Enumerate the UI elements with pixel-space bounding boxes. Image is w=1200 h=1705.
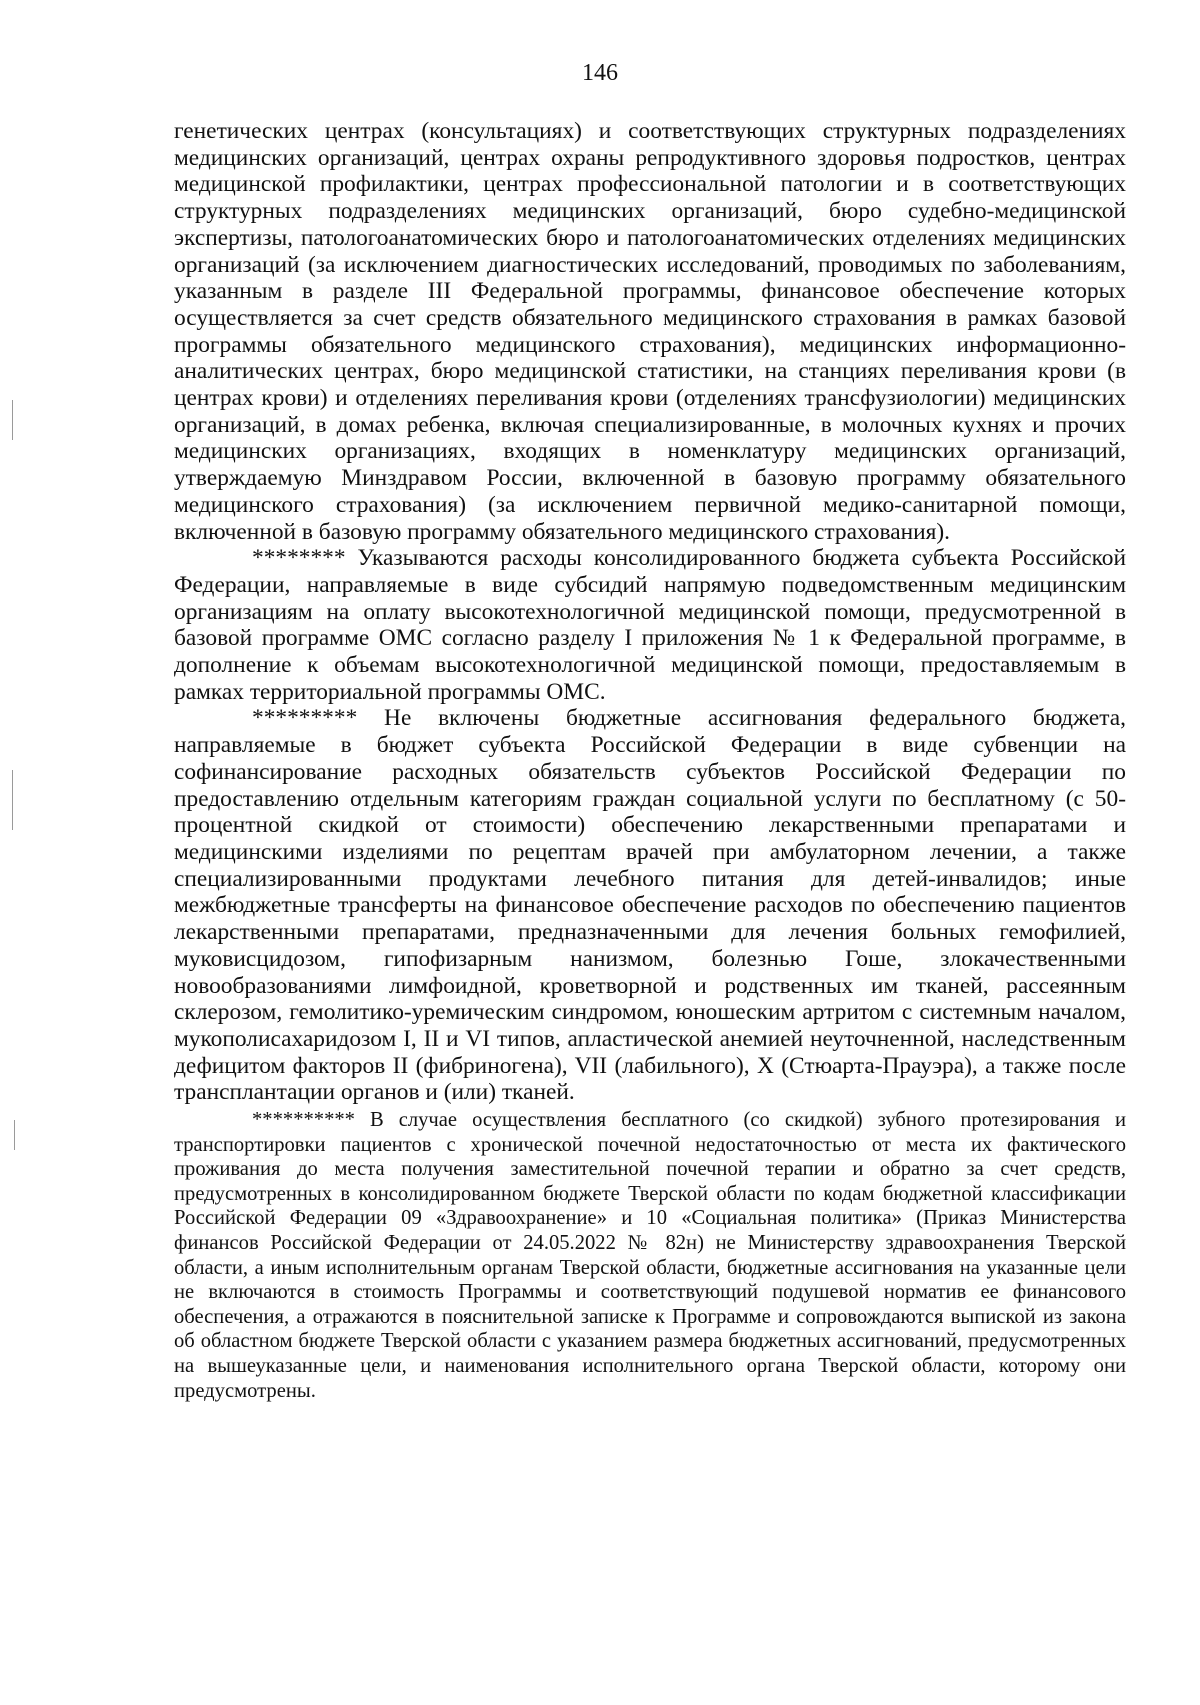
footnote-9-paragraph: ********* Не включены бюджетные ассигнования федерального бюджета, направляемые в бюджет субъекта Российской Федерации в виде субвенции на софинансирование расходных обязательств субъектов Российской Федерации по предоставлению отдельным категориям граждан социальной услуги по бесплатному (с 50-процентной скидкой от стоимости) обеспечению лекарственными препаратами и медицинскими изделиями по рецептам врачей при амбулаторном лечении, а также специализированными продуктами лечебного питания для детей-инвалидов; иные межбюджетные трансферты на финансовое обеспечение расходов по обеспечению пациентов лекарственными препаратами, предназначенными для лечения больных гемофилией, муковисцидозом, гипофизарным нанизмом, болезнью Гоше, злокачественными новообразованиями лимфоидной, кроветворной и родственных им тканей, рассеянным склерозом, гемолитико-уремическим синдромом, юношеским артритом с системным началом, мукополисахаридозом I, II и VI типов, апластической анемией неуточненной, наследственным дефицитом факторов II (фибриногена), VII (лабильного), X (Стюарта-Прауэра), а также после трансплантации органов и (или) тканей.	[174, 705, 1126, 1106]
scan-artifact	[12, 770, 13, 830]
document-body	[174, 118, 1126, 1403]
paragraph-continuation: генетических центрах (консультациях) и соответствующих структурных подразделениях медицинских организаций, центрах охраны репродуктивного здоровья подростков, центрах медицинской профилактики, центрах профессиональной патологии и в соответствующих структурных подразделениях медицинских организаций, бюро судебно-медицинской экспертизы, патологоанатомических бюро и патологоанатомических отделениях медицинских организаций (за исключением диагностических исследований, проводимых по заболеваниям, указанным в разделе III Федеральной программы, финансовое обеспечение которых осуществляется за счет средств обязательного медицинского страхования в рамках базовой программы обязательного медицинского страхования), медицинских информационно-аналитических центрах, бюро медицинской статистики, на станциях переливания крови (в центрах крови) и отделениях переливания крови (отделениях трансфузиологии) медицинских организаций, в домах ребенка, включая специализированные, в молочных кухнях и прочих медицинских организациях, входящих в номенклатуру медицинских организаций, утверждаемую Минздравом России, включенной в базовую программу обязательного медицинского страхования) (за исключением первичной медико-санитарной помощи, включенной в базовую программу обязательного медицинского страхования).	[174, 118, 1126, 545]
scan-artifact	[12, 400, 13, 440]
footnote-8-paragraph: ******** Указываются расходы консолидированного бюджета субъекта Российской Федерации, направляемые в виде субсидий напрямую подведомственным медицинским организациям на оплату высокотехнологичной медицинской помощи, предусмотренной в базовой программе ОМС согласно разделу I приложения № 1 к Федеральной программе, в дополнение к объемам высокотехнологичной медицинской помощи, предоставляемым в рамках территориальной программы ОМС.	[174, 545, 1126, 705]
scan-artifact	[14, 1120, 15, 1150]
footnote-10-paragraph: ********** В случае осуществления бесплатного (со скидкой) зубного протезирования и транспортировки пациентов с хронической почечной недостаточностью от места их фактического проживания до места получения заместительной почечной терапии и обратно за счет средств, предусмотренных в консолидированном бюджете Тверской области по кодам бюджетной классификации Российской Федерации 09 «Здравоохранение» и 10 «Социальная политика» (Приказ Министерства финансов Российской Федерации от 24.05.2022 № 82н) не Министерству здравоохранения Тверской области, а иным исполнительным органам Тверской области, бюджетные ассигнования на указанные цели не включаются в стоимость Программы и соответствующий подушевой норматив ее финансового обеспечения, а отражаются в пояснительной записке к Программе и сопровождаются выпиской из закона об областном бюджете Тверской области с указанием размера бюджетных ассигнований, предусмотренных на вышеуказанные цели, и наименования исполнительного органа Тверской области, которому они предусмотрены.	[174, 1109, 1126, 1402]
page-number: 146	[582, 60, 618, 86]
